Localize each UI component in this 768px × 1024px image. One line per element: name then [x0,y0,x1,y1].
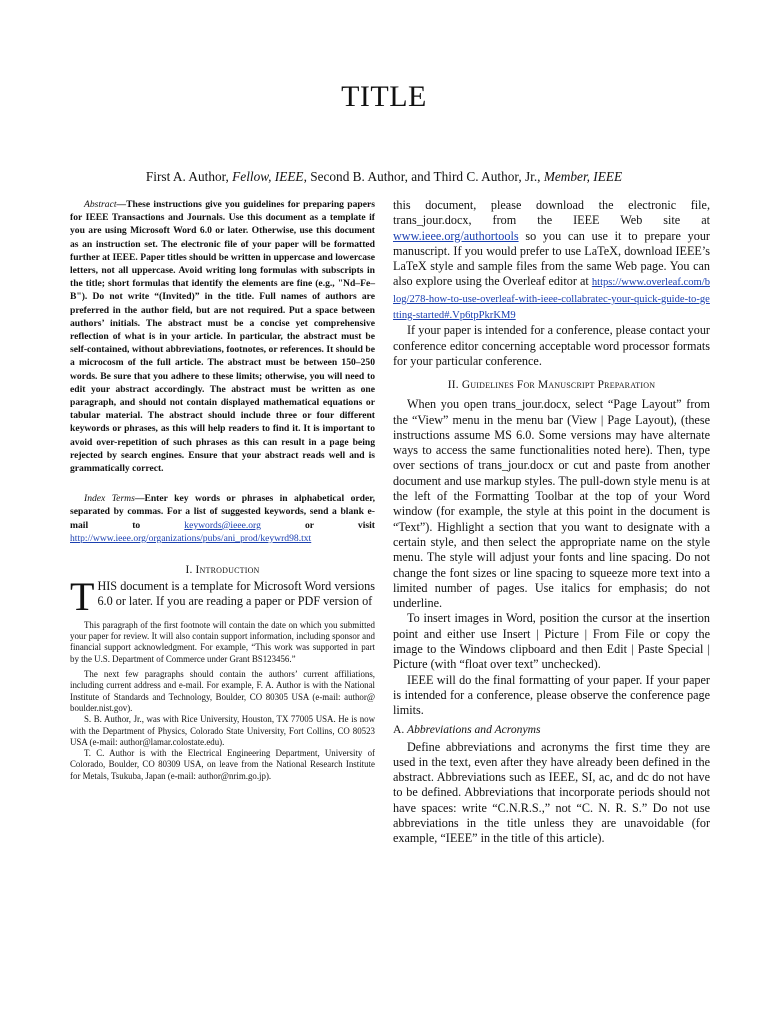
download-text-1: this document, please download the electronic file, trans_jour.docx, from the IEEE Web site at [393,198,710,228]
right-column [393,198,710,847]
index-terms-lead: Index Terms [84,493,135,505]
subsection-letter: A. [393,722,405,736]
author-3-role: Member, IEEE [543,169,623,184]
paper-title: TITLE [341,80,427,113]
left-column [70,198,375,782]
final-formatting-paragraph: IEEE will do the final formatting of your paper. If your paper is intended for a conference, please observe the conference page limits. [393,672,710,718]
abbreviations-paragraph: Define abbreviations and acronyms the first time they are used in the text, even after they have already been defined in the abstract. Abbreviations such as IEEE, SI, ac, and dc do not have to be defined. Abbreviations that incorporate periods should not have spaces: write “C.N.R.S.,” not “C. N. R. S.” Do not use abbreviations in the title unless they are unavoidable (for example, “IEEE” in the title of this article). [393,739,710,846]
abstract-text: —These instructions give you guidelines for preparing papers for IEEE Transactions and Journals. Use this document as a template if you are using Microsoft Word 6.0 or later. Otherwise, use this document as an instruction set. The electronic file of your paper will be formatted further at IEEE. Paper titles should be written in uppercase and lowercase letters, not all uppercase. Avoid writing long formulas with subscripts in the title; short formulas that identify the elements are fine (e.g., "Nd–Fe–B"). Do not write “(Invited)” in the title. Full names of authors are preferred in the author field, but are not required. Put a space between authors’ initials. The abstract must be a concise yet comprehensive reflection of what is in your article. In particular, the abstract must be self-contained, without abbreviations, footnotes, or references. It should be a microcosm of the full article. The abstract must be between 150–250 words. Be sure that you adhere to these limits; otherwise, you will need to edit your abstract accordingly. The abstract must be written as one paragraph, and should not contain displayed mathematical equations or tabular material. The abstract should include three or four different keywords or phrases, as this will help readers to find it. It is important to avoid over-repetition of such phrases as this can result in a page being rejected by search engines. Ensure that your abstract reads well and is grammatically correct. [70,199,375,475]
abstract-lead: Abstract [84,199,117,210]
abstract [70,198,375,475]
drop-cap: T [70,574,95,620]
keywords-email-link[interactable]: keywords@ieee.org [184,519,261,531]
index-terms [70,492,375,545]
index-terms-mid: or visit [260,519,375,531]
authortools-link[interactable]: www.ieee.org/authortools [393,228,519,243]
overleaf-link[interactable]: https://www.overleaf.com/blog/278-how-to-use-overleaf-with-ieee-collabratec-your-quick-guide-to-getting-started#.Vp6tpPkrKM9 [393,277,710,322]
author-2-3: , Second B. Author, and Third C. Author, Jr., [303,169,544,184]
footnote-1: This paragraph of the first footnote will contain the date on which you submitted your paper for review. It will also contain support information, including sponsor and financial support acknowledgment. For example, “This work was supported in part by the U.S. Department of Commerce under Grant BS123456.” [70,619,375,664]
section-heading-introduction: I. Introduction [185,564,260,577]
section-heading-guidelines: II. Guidelines For Manuscript Preparation [447,379,656,392]
keywords-url-link[interactable]: http://www.ieee.org/organizations/pubs/ani_prod/keywrd98.txt [70,532,312,544]
subsection-heading-abbreviations [393,723,710,736]
insert-images-paragraph: To insert images in Word, position the cursor at the insertion point and either use Insert | Picture | From File or copy the image to the Windows clipboard and then Edit | Paste Special | Picture (with “float over text” unchecked). [393,611,710,672]
footnotes [70,620,375,782]
author-1: First A. Author, [145,169,233,184]
subsection-title: Abbreviations and Acronyms [406,722,541,736]
conference-paragraph: If your paper is intended for a conference, please contact your conference editor concerning acceptable word processor formats for your particular conference. [393,323,710,368]
download-paragraph [393,198,710,323]
guidelines-paragraph: When you open trans_jour.docx, select “Page Layout” from the “View” menu in the menu bar (View | Page Layout), (these instructions assume MS 6.0. Some versions may have alternate ways to access the same functionalities noted here). Then, type over sections of trans_jour.docx or cut and paste from another document and use markup styles. The pull-down style menu is at the left of the Formatting Toolbar at the top of your Word window (for example, the style at this point in the document is “Text”). Highlight a section that you want to designate with a certain style, and then select the appropriate name on the style menu. The style will adjust your fonts and line spacing. Do not change the font sizes or line spacing to squeeze more text into a limited number of pages. Use italics for emphasis; do not underline. [393,397,710,611]
footnote-4: T. C. Author is with the Electrical Engineering Department, University of Colorado, Boulder, CO 80309 USA, on leave from the National Research Institute for Metals, Tsukuba, Japan (e-mail: author@nrim.go.jp). [70,748,375,781]
intro-paragraph [70,574,375,620]
author-1-role: Fellow, IEEE [232,169,304,184]
footnote-3: S. B. Author, Jr., was with Rice University, Houston, TX 77005 USA. He is now with the Department of Physics, Colorado State University, Fort Collins, CO 80523 USA (e-mail: author@lamar.colostate.edu). [70,714,375,747]
footnote-2: The next few paragraphs should contain the authors’ current affiliations, including current address and e-mail. For example, F. A. Author is with the National Institute of Standards and Technology, Boulder, CO 80305 USA (e-mail: author@ boulder.nist.gov). [70,669,375,713]
intro-text: HIS document is a template for Microsoft Word versions 6.0 or later. If you are reading a paper or PDF version of [97,579,375,609]
author-line [0,169,768,185]
download-text-2: so you can use it to prepare your manuscript. If you would prefer to use LaTeX, download IEEE’s LaTeX style and sample files from the same Web page. You can also explore using the Overleaf editor at [393,228,710,289]
index-terms-text: —Enter key words or phrases in alphabetical order, separated by commas. For a list of suggested keywords, send a blank e-mail to [70,493,375,531]
